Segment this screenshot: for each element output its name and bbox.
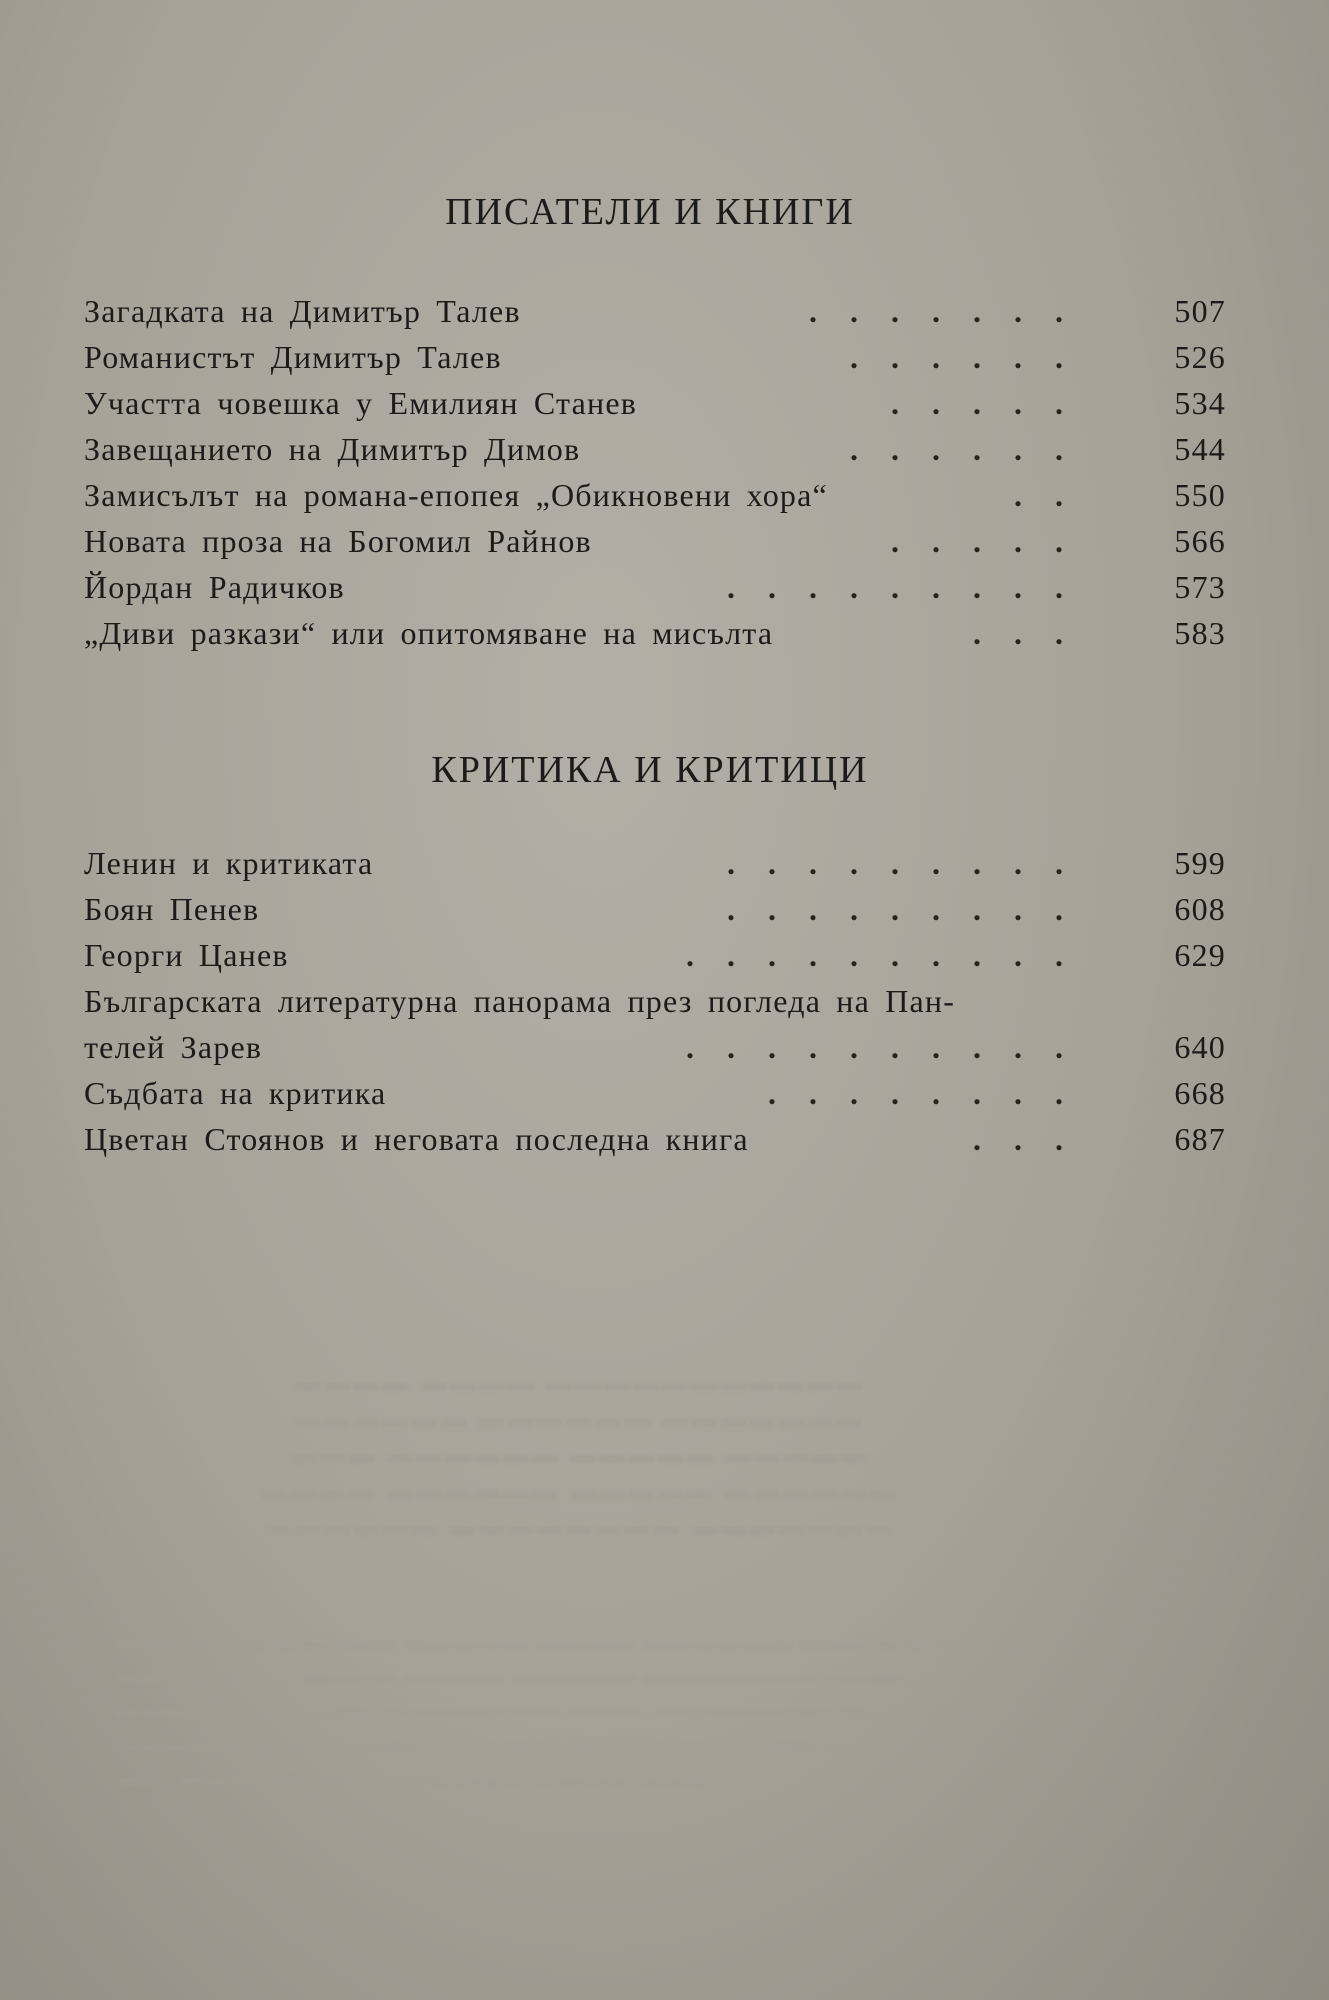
entry-title: Новата проза на Богомил Райнов [84, 523, 592, 559]
entry-title: Българската литературна панорама през погледа на Пан- телей Зарев [84, 983, 956, 1065]
dot-leader: ... [973, 1121, 1096, 1157]
toc-entry [84, 886, 1226, 932]
entry-page-number: 544 [1174, 431, 1226, 467]
toc-entry [84, 472, 1226, 518]
toc-entry [84, 564, 1226, 610]
show-through-texture: ▬▬▬▬ ▬▬▬▬ ▬▬▬▬▬▬▬▬▬▬▬ ▬▬▬▬▬▬ ▬▬▬▬▬▬ ▬▬▬▬▬▬▬ ▬▬▬ ▬▬▬▬▬▬ ▬▬▬▬▬ ▬▬▬▬▬ ▬▬▬▬ ▬▬▬▬▬▬ ▬▬▬▬▬ ▬▬▬▬▬▬ ▬▬▬▬▬▬ ▬▬▬▬▬▬▬▬ ▬▬▬▬▬▬▬ [261, 1368, 899, 1541]
entry-page-number: 550 [1174, 477, 1226, 513]
entry-page-number: 668 [1174, 1075, 1226, 1111]
entry-title: Георги Цанев [84, 937, 289, 973]
dot-leader: ....... [809, 293, 1096, 329]
toc-entry [84, 518, 1226, 564]
entry-page-number: 599 [1174, 845, 1226, 881]
dot-leader: ...... [850, 431, 1096, 467]
entry-title: Замисълът на романа-епопея „Обикновени хора“ [84, 477, 828, 513]
entry-title: Завещанието на Димитър Димов [84, 431, 581, 467]
toc-entry [84, 610, 1226, 656]
entry-page-number: 687 [1174, 1121, 1226, 1157]
entry-title: Съдбата на критика [84, 1075, 387, 1111]
entry-title: „Диви разкази“ или опитомяване на мисълта [84, 615, 774, 651]
toc-list-writers-and-books [84, 288, 1226, 656]
dot-leader: .. [1014, 477, 1096, 513]
show-through-texture: ▬▬▬▬▬ ▬▬▬▬▬▬ ▬▬▬▬▬ ▬▬▬▬ ▬▬▬▬▬▬ ▬▬▬▬ ▬▬▬ ▬▬▬▬▬▬▬ ▬▬▬▬ ▬▬▬▬ ▬▬▬▬▬ ▬▬▬▬▬▬▬ ▬▬▬▬ ▬▬▬▬▬ ▬▬▬▬▬ ▬▬▬▬▬ ▬▬ ▬▬▬. ▬▬▬▬▬▬▬ ▬▬▬▬ ▬▬▬▬▬ ▬▬ ▬▬▬▬ ▬▬ ▬. ▬▬. ▬▬▬▬ ▬. ▬▬▬▬ ▬▬ ▬▬. ▬▬▬. ▬▬▬▬ ▬▬▬▬▬▬ ▬▬▬▬ ▬▬▬ [115, 1629, 982, 1791]
toc-entry [84, 380, 1226, 426]
entry-title: Йордан Радичков [84, 569, 345, 605]
entry-title: Ленин и критиката [84, 845, 374, 881]
toc-list-criticism-and-critics [84, 840, 1226, 1162]
entry-page-number: 629 [1174, 937, 1226, 973]
dot-leader: ...... [850, 339, 1096, 375]
dot-leader: .......... [686, 937, 1096, 973]
entry-title: Цветан Стоянов и неговата последна книга [84, 1121, 749, 1157]
toc-entry [84, 288, 1226, 334]
toc-entry [84, 978, 1226, 1070]
entry-title: Боян Пенев [84, 891, 260, 927]
entry-page-number: 526 [1174, 339, 1226, 375]
entry-page-number: 534 [1174, 385, 1226, 421]
dot-leader: ..... [891, 385, 1096, 421]
toc-entry [84, 932, 1226, 978]
section-title-criticism-and-critics: КРИТИКА И КРИТИЦИ [431, 749, 869, 791]
entry-page-number: 608 [1174, 891, 1226, 927]
dot-leader: ... [973, 615, 1096, 651]
entry-title: Романистът Димитър Талев [84, 339, 502, 375]
dot-leader: ......... [727, 891, 1096, 927]
section-title-writers-and-books: ПИСАТЕЛИ И КНИГИ [445, 191, 855, 233]
toc-entry [84, 426, 1226, 472]
toc-entry [84, 1070, 1226, 1116]
entry-page-number: 583 [1174, 615, 1226, 651]
entry-page-number: 640 [1174, 1029, 1226, 1065]
dot-leader: ......... [727, 569, 1096, 605]
dot-leader: .......... [686, 1029, 1096, 1065]
entry-title: Загадката на Димитър Талев [84, 293, 521, 329]
toc-entry [84, 1116, 1226, 1162]
entry-page-number: 573 [1174, 569, 1226, 605]
toc-entry [84, 840, 1226, 886]
entry-title: Участта човешка у Емилиян Станев [84, 385, 638, 421]
entry-page-number: 507 [1174, 293, 1226, 329]
dot-leader: ........ [768, 1075, 1096, 1111]
dot-leader: ..... [891, 523, 1096, 559]
toc-entry [84, 334, 1226, 380]
entry-page-number: 566 [1174, 523, 1226, 559]
dot-leader: ......... [727, 845, 1096, 881]
